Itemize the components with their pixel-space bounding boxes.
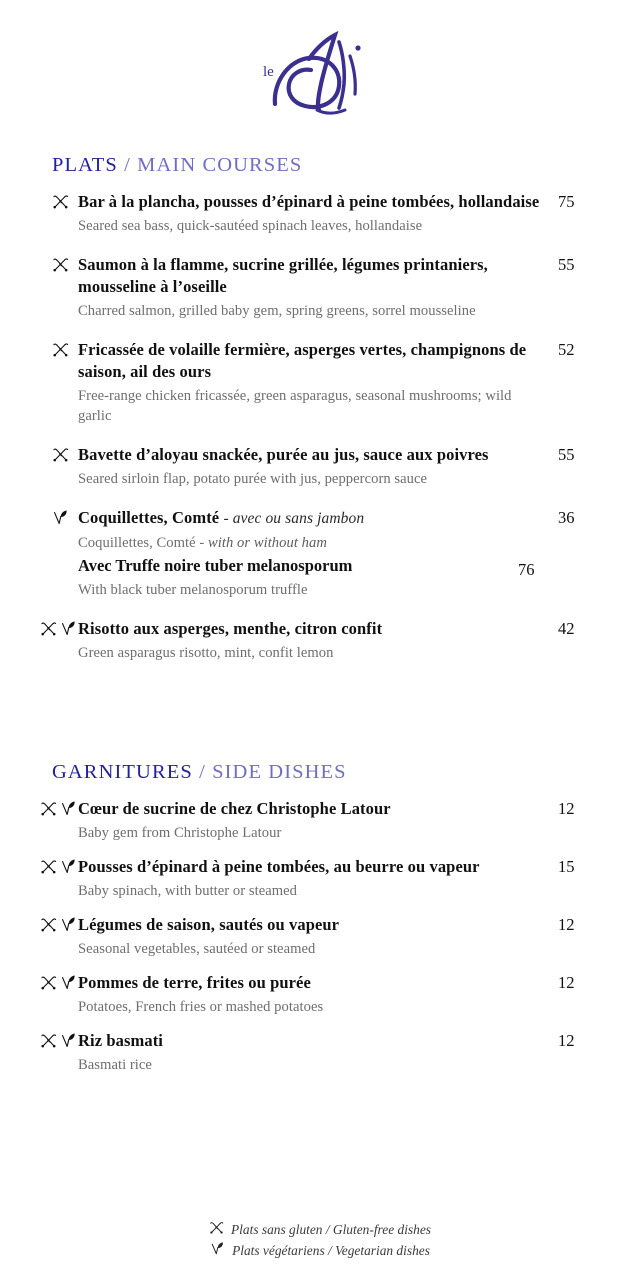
vegetarian-icon [60, 620, 77, 642]
gluten-free-icon [40, 974, 57, 996]
item-icons [40, 798, 78, 822]
menu-item[interactable] [52, 254, 600, 321]
section-heading-fr: GARNITURES [52, 761, 193, 784]
item-price: 12 [558, 973, 575, 993]
item-description-italic: with or without ham [208, 534, 327, 551]
section-heading-fr: PLATS [52, 154, 118, 176]
legend-label: Plats végétariens / Vegetarian dishes [232, 1243, 430, 1259]
item-icons [40, 914, 78, 938]
item-price: 42 [558, 619, 575, 639]
menu-item[interactable] [52, 1030, 600, 1075]
gluten-free-icon [40, 916, 57, 938]
item-icons [40, 856, 78, 880]
item-name-suffix: - avec ou sans jambon [223, 510, 365, 528]
item-description: Baby gem from Christophe Latour [78, 825, 282, 842]
item-price: 12 [558, 799, 575, 819]
menu-item[interactable] [52, 339, 600, 426]
gluten-free-icon [209, 1220, 231, 1241]
gluten-free-icon [40, 620, 57, 642]
item-description: Seasonal vegetables, sautéed or steamed [78, 941, 316, 958]
item-icons [52, 507, 78, 531]
item-price: 12 [558, 1031, 575, 1051]
vegetarian-icon [52, 509, 69, 531]
item-icons [40, 972, 78, 996]
item-description: Baby spinach, with butter or steamed [78, 883, 298, 900]
item-icons [40, 1030, 78, 1054]
item-name: Saumon à la flamme, sucrine grillée, légumes printaniers, mousseline à l’oseille [78, 255, 488, 296]
menu-item[interactable] [52, 444, 600, 489]
sub-item-name: Avec Truffe noire tuber melanosporum [78, 555, 353, 575]
item-icons [52, 254, 78, 278]
gluten-free-icon [52, 341, 69, 363]
item-price: 52 [558, 340, 575, 360]
item-description-prefix: Coquillettes, Comté - [78, 534, 208, 551]
vegetarian-icon [60, 916, 77, 938]
section-heading-en: SIDE DISHES [212, 761, 347, 784]
item-price: 75 [558, 192, 575, 211]
item-name: Cœur de sucrine de chez Christophe Latour [78, 799, 391, 819]
legend-label: Plats sans gluten / Gluten-free dishes [231, 1222, 431, 1238]
menu-item[interactable] [52, 507, 600, 600]
section-plats [0, 154, 640, 663]
item-name [78, 507, 544, 530]
menu-item[interactable] [52, 914, 600, 959]
item-name-main: Coquillettes, Comté [78, 508, 220, 528]
item-price: 15 [558, 857, 575, 877]
vegetarian-icon [60, 974, 77, 996]
section-heading-separator: / [124, 154, 131, 176]
item-icons [52, 191, 78, 215]
item-price: 36 [558, 508, 575, 528]
gluten-free-icon [40, 858, 57, 880]
item-name: Pommes de terre, frites ou purée [78, 973, 311, 993]
item-name: Fricassée de volaille fermière, asperges vertes, champignons de saison, ail des ours [78, 340, 527, 381]
item-description: Seared sea bass, quick-sautéed spinach leaves, hollandaise [78, 217, 423, 234]
item-price: 55 [558, 255, 575, 275]
menu-item[interactable] [52, 191, 600, 236]
menu-item[interactable] [52, 972, 600, 1017]
restaurant-logo [0, 0, 640, 118]
item-name: Pousses d’épinard à peine tombées, au beurre ou vapeur [78, 857, 480, 877]
item-description: Seared sirloin flap, potato purée with jus, peppercorn sauce [78, 471, 428, 488]
item-description: Green asparagus risotto, mint, confit lemon [78, 644, 334, 661]
gluten-free-icon [40, 1032, 57, 1054]
svg-text:le: le [263, 64, 274, 80]
item-price: 55 [558, 445, 575, 465]
item-name: Bavette d’aloyau snackée, purée au jus, sauce aux poivres [78, 445, 489, 465]
gluten-free-icon [52, 446, 69, 468]
sub-item-description: With black tuber melanosporum truffle [78, 581, 308, 598]
dietary-legend [0, 1220, 640, 1262]
item-description: Potatoes, French fries or mashed potatoes [78, 999, 324, 1016]
item-description: Basmati rice [78, 1057, 152, 1074]
item-icons [52, 444, 78, 468]
item-icons [40, 618, 78, 642]
item-name: Riz basmati [78, 1031, 163, 1051]
legend-row-gluten-free [209, 1220, 431, 1241]
section-garnitures [0, 761, 640, 1075]
section-heading-en: MAIN COURSES [137, 154, 303, 176]
item-description: Charred salmon, grilled baby gem, spring greens, sorrel mousseline [78, 302, 476, 319]
item-name: Risotto aux asperges, menthe, citron confit [78, 619, 383, 639]
le-dali-logo-icon [255, 26, 385, 118]
vegetarian-icon [60, 800, 77, 822]
vegetarian-icon [210, 1241, 232, 1262]
menu-item[interactable] [52, 856, 600, 901]
vegetarian-icon [60, 858, 77, 880]
item-icons [52, 339, 78, 363]
menu-item[interactable] [52, 798, 600, 843]
vegetarian-icon [60, 1032, 77, 1054]
gluten-free-icon [52, 193, 69, 215]
section-heading-separator: / [199, 761, 206, 784]
item-name: Bar à la plancha, pousses d’épinard à peine tombées, hollandaise [78, 192, 540, 211]
gluten-free-icon [40, 800, 57, 822]
gluten-free-icon [52, 256, 69, 278]
item-name: Légumes de saison, sautés ou vapeur [78, 915, 340, 935]
sub-item-price: 76 [518, 560, 535, 580]
section-heading-garnitures [52, 761, 600, 784]
item-description: Free-range chicken fricassée, green asparagus, seasonal mushrooms; wild garlic [78, 387, 512, 425]
legend-row-vegetarian [210, 1241, 430, 1262]
menu-item[interactable] [52, 618, 600, 663]
item-price: 12 [558, 915, 575, 935]
item-description [78, 533, 544, 553]
section-heading-plats [52, 154, 600, 177]
